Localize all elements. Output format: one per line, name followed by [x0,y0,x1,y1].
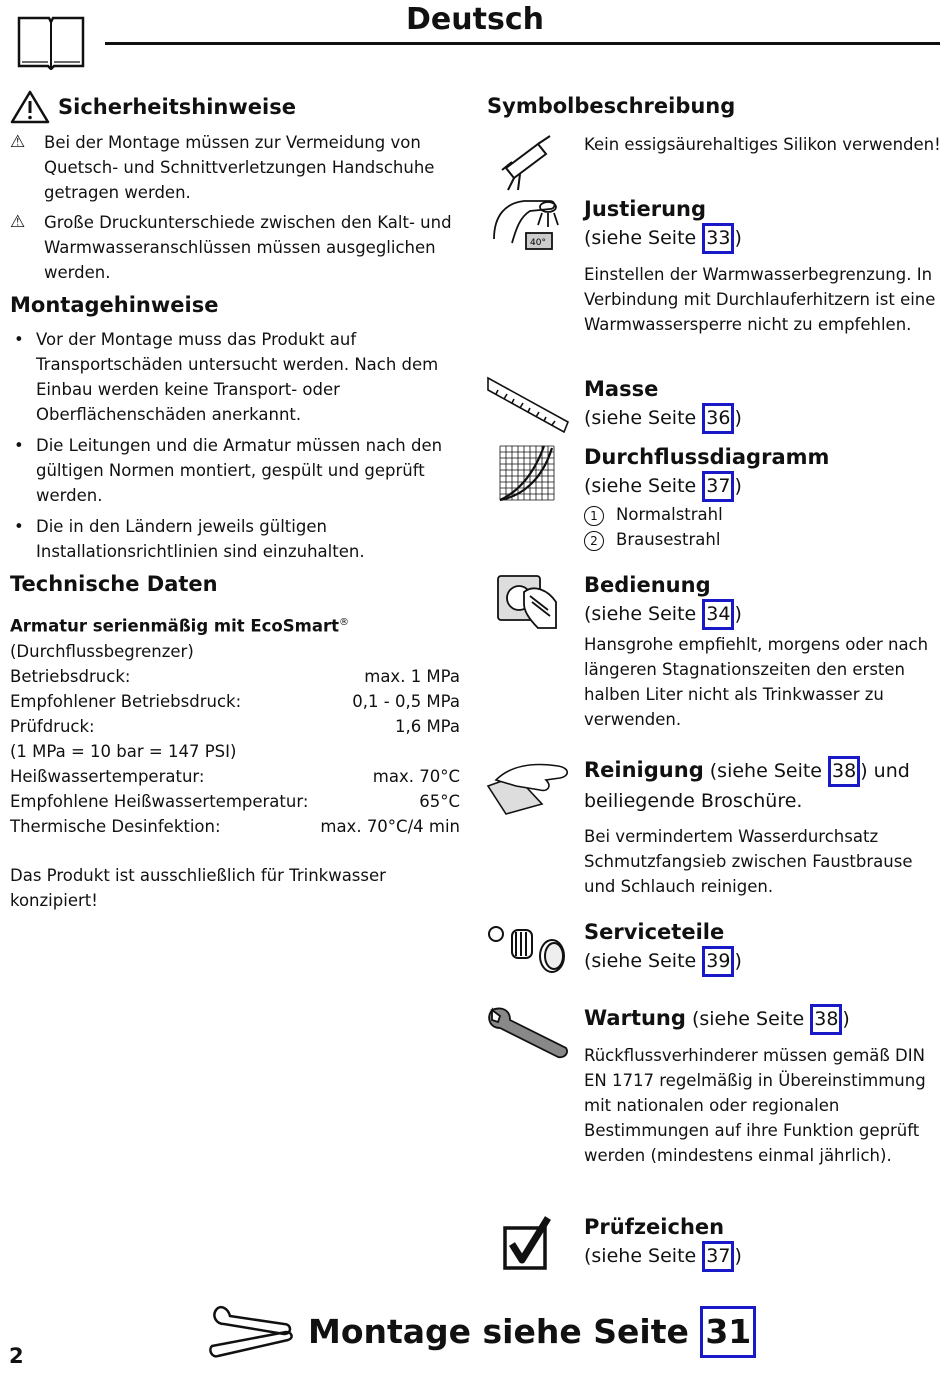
masse-title: Masse [584,377,659,401]
page-link-38[interactable]: 38 [828,756,860,787]
page-number: 2 [9,1344,24,1368]
tech-label: (1 MPa = 10 bar = 147 PSI) [10,741,237,761]
page-link-36[interactable]: 36 [702,403,734,434]
left-column [10,90,460,913]
silicone-note: Kein essigsäurehaltiges Silikon verwenden! [584,135,941,154]
tech-intro: Armatur serienmäßig mit EcoSmart® (Durchflussbegrenzer) [10,616,350,661]
temperature-display: 40° [530,238,546,248]
safety-item: ⚠ Bei der Montage müssen zur Vermeidung von Quetsch- und Schnittverletzungen Handschuhe getragen werden. [10,130,460,205]
tech-row [10,689,460,714]
tech-label: Heißwassertemperatur: [10,766,205,786]
justierung-block: Justierung (siehe Seite 33 ) Einstellen der Warmwasserbegrenzung. In Verbindung mit Durchlauferhitzern ist eine Warmwassersperre nicht zu empfehlen. [584,195,944,337]
tech-row [10,789,460,814]
assembly-list [10,327,460,564]
safety-item: ⚠ Große Druckunterschiede zwischen den Kalt- und Warmwasseranschlüssen müssen ausgeglichen werden. [10,210,460,285]
montage-reference: Montage siehe Seite 31 [308,1306,756,1358]
page-link-38[interactable]: 38 [810,1004,842,1035]
wrench-icon [486,1006,572,1066]
safety-heading-row [10,90,460,124]
tech-value: max. 70°C/4 min [320,816,460,836]
bedienung-title: Bedienung [584,573,711,597]
tech-table [10,664,460,839]
tech-label: Thermische Desinfektion: [10,816,221,836]
tech-value: max. 70°C [372,766,460,786]
serviceteile-block: Serviceteile (siehe Seite 39 ) [584,918,944,977]
tech-row [10,664,460,689]
tech-row [10,814,460,839]
page-link-37[interactable]: 37 [702,1241,734,1272]
tech-label: Empfohlene Heißwassertemperatur: [10,791,309,811]
page-link-37[interactable]: 37 [702,471,734,502]
justierung-text: Einstellen der Warmwasserbegrenzung. In Verbindung mit Durchlauferhitzern ist eine Warmwassersperre nicht zu empfehlen. [584,265,936,334]
hand-cleaning-cloth-icon [486,758,572,820]
flow-legend-item: 2 Brausestrahl [584,527,944,552]
justierung-title: Justierung [584,197,707,221]
page-link-34[interactable]: 34 [702,599,734,630]
page-link-31[interactable]: 31 [700,1306,756,1358]
page-link-33[interactable]: 33 [702,223,734,254]
serviceteile-title: Serviceteile [584,920,725,944]
title-rule [105,42,940,45]
tech-row [10,739,460,764]
pruefzeichen-title: Prüfzeichen [584,1215,725,1239]
masse-block: Masse (siehe Seite 36 ) [584,375,944,434]
bedienung-block: Bedienung (siehe Seite 34 ) Hansgrohe empfiehlt, morgens oder nach längeren Stagnationszeiten den ersten halben Liter nicht als Trinkwasser zu verwenden. [584,571,944,732]
list-item: • Die in den Ländern jeweils gültigen Installationsrichtlinien sind einzuhalten. [10,514,460,564]
wartung-block: Wartung (siehe Seite 38 ) Rückflussverhinderer müssen gemäß DIN EN 1717 regelmäßig in Übereinstimmung mit nationalen oder regionalen Bestimmungen auf ihre Funktion geprüft werden (mindestens einmal jährlich). [584,1004,944,1168]
hand-shower-thermometer-icon [490,195,562,259]
tech-value: 0,1 - 0,5 MPa [352,691,460,711]
service-parts-icon [486,920,572,980]
reinigung-text: Bei vermindertem Wasserdurchsatz Schmutzfangsieb zwischen Faustbrause und Schlauch reinigen. [584,827,913,896]
tech-value: 65°C [419,791,460,811]
silicone-gun-icon [494,132,558,196]
bedienung-text: Hansgrohe empfiehlt, morgens oder nach längeren Stagnationszeiten den ersten halben Liter nicht als Trinkwasser zu verwenden. [584,635,929,729]
durchfluss-block: Durchflussdiagramm (siehe Seite 37 ) 1 Normalstrahl 2 Brausestrahl [584,443,944,552]
reinigung-title: Reinigung [584,758,704,782]
tech-label: Betriebsdruck: [10,666,131,686]
tech-value: 1,6 MPa [394,716,460,736]
list-item: • Vor der Montage muss das Produkt auf Transportschäden untersucht werden. Nach dem Einbau werden keine Transport- oder Oberflächenschäden anerkannt. [10,327,460,427]
tech-row [10,714,460,739]
warning-icon [10,90,50,124]
hand-turning-handle-icon [494,572,560,636]
pruefzeichen-block: Prüfzeichen (siehe Seite 37 ) [584,1213,944,1272]
page-link-39[interactable]: 39 [702,946,734,977]
tech-value: max. 1 MPa [364,666,460,686]
tools-icon [208,1302,294,1366]
assembly-heading: Montagehinweise [10,293,219,317]
safety-heading: Sicherheitshinweise [58,95,296,119]
list-item: • Die Leitungen und die Armatur müssen nach den gültigen Normen montiert, gespült und geprüft werden. [10,433,460,508]
tech-note: Das Produkt ist ausschließlich für Trinkwasser konzipiert! [10,865,386,910]
wartung-text: Rückflussverhinderer müssen gemäß DIN EN 1717 regelmäßig in Übereinstimmung mit nationalen oder regionalen Bestimmungen auf ihre Funktion geprüft werden (mindestens einmal jährlich). [584,1046,926,1165]
tech-heading: Technische Daten [10,572,218,596]
ruler-icon [486,376,570,444]
flow-legend-item: 1 Normalstrahl [584,502,944,527]
tech-row [10,764,460,789]
tech-label: Prüfdruck: [10,716,95,736]
reinigung-block: Reinigung (siehe Seite 38 ) und beiliegende Broschüre. Bei vermindertem Wasserdurchsatz Schmutzfangsieb zwischen Faustbrause und Schlauch reinigen. [584,756,934,899]
wartung-title: Wartung [584,1006,686,1030]
symbols-heading: Symbolbeschreibung [487,94,736,118]
flow-diagram-icon [498,444,556,506]
checkbox-icon [502,1214,554,1276]
durchfluss-title: Durchflussdiagramm [584,445,830,469]
small-warning-icon: ⚠ [10,132,26,152]
small-warning-icon: ⚠ [10,212,26,232]
page-title: Deutsch [406,2,544,37]
tech-label: Empfohlener Betriebsdruck: [10,691,242,711]
